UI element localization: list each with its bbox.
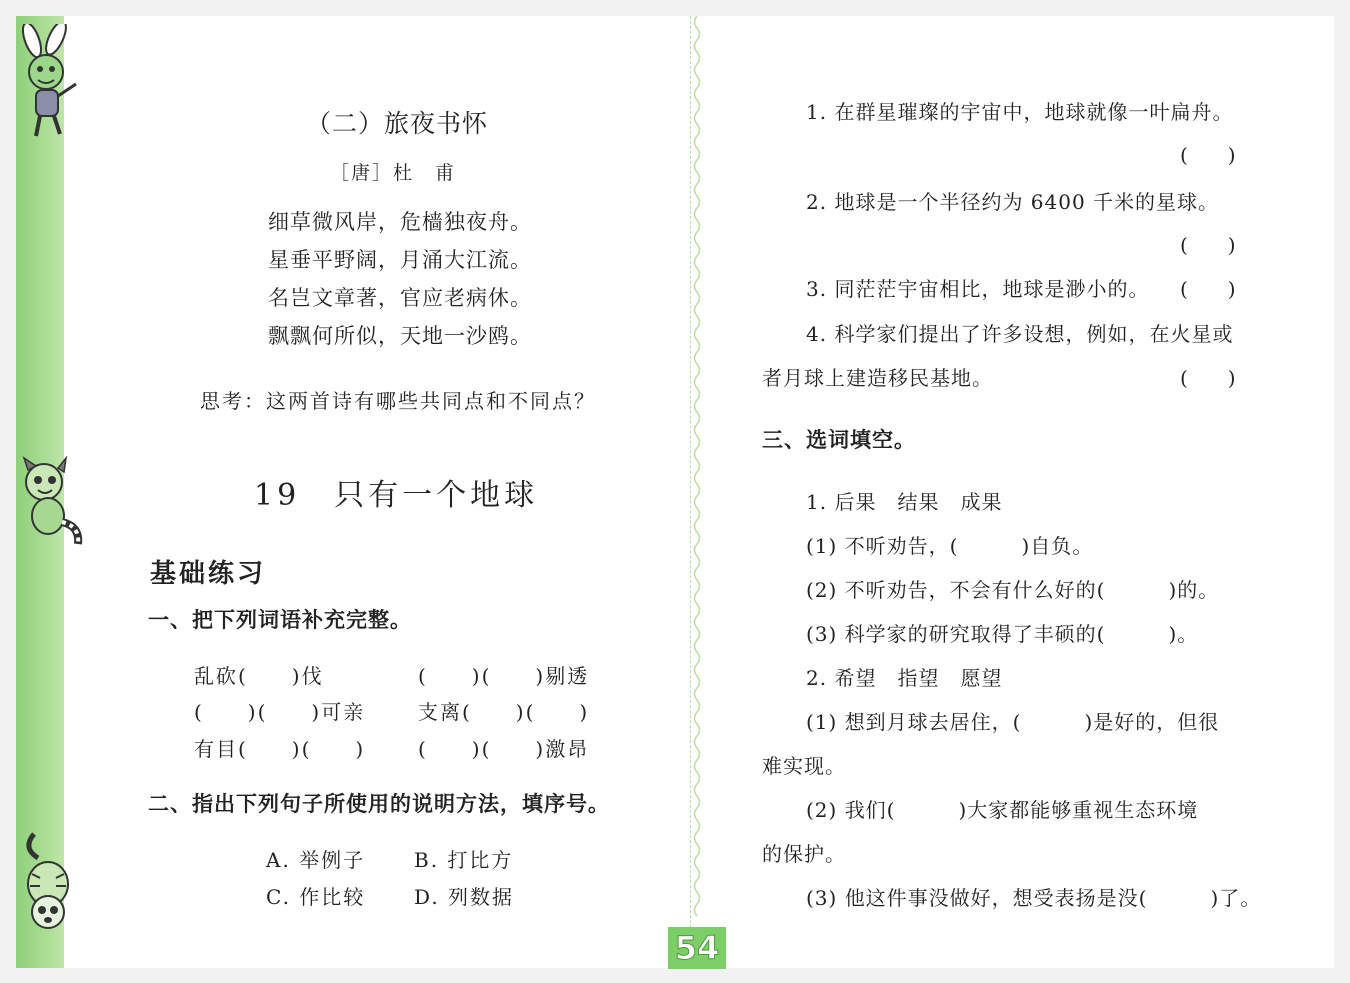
poem-author: ［唐］杜 甫 (330, 162, 457, 184)
fill-sentence: (3) 他这件事没做好，想受表扬是没( )了。 (806, 886, 1262, 910)
tiger-mascot-icon (14, 828, 82, 932)
statement-4-cont: 者月球上建造移民基地。 (762, 366, 993, 390)
book-page (16, 16, 1334, 968)
statement-4: 4. 科学家们提出了许多设想，例如，在火星或 (806, 322, 1234, 346)
poem-line: 飘飘何所似，天地一沙鸥。 (268, 324, 532, 348)
question-2-heading: 二、指出下列句子所使用的说明方法，填序号。 (148, 792, 610, 816)
answer-paren: ( ) (1180, 143, 1236, 167)
option-a: A. 举例子 (266, 848, 366, 872)
statement-1: 1. 在群星璀璨的宇宙中，地球就像一叶扁舟。 (806, 100, 1234, 124)
lesson-title: 19 只有一个地球 (254, 478, 539, 513)
fill-sentence: (2) 不听劝告，不会有什么好的( )的。 (806, 578, 1220, 602)
fill-sentence: (1) 想到月球去居住，( )是好的，但很 (806, 710, 1220, 734)
fill-blank-idiom: ( )( )可亲 (194, 700, 366, 724)
rabbit-mascot-icon (14, 24, 86, 142)
fill-blank-idiom: 有目( )( ) (194, 737, 366, 761)
page-fold-divider (690, 16, 703, 968)
fill-sentence: (3) 科学家的研究取得了丰硕的( )。 (806, 622, 1199, 646)
answer-paren: ( ) (1180, 366, 1236, 390)
statement-3: 3. 同茫茫宇宙相比，地球是渺小的。 (806, 277, 1150, 301)
word-group-2: 2. 希望 指望 愿望 (806, 666, 1003, 690)
fill-blank-idiom: ( )( )激昂 (418, 737, 590, 761)
option-d: D. 列数据 (414, 885, 515, 909)
poem-line: 星垂平野阔，月涌大江流。 (268, 248, 532, 272)
question-3-heading: 三、选词填空。 (762, 428, 916, 452)
answer-paren: ( ) (1180, 277, 1236, 301)
page-number: 54 (668, 927, 726, 969)
poem-line: 细草微风岸，危樯独夜舟。 (268, 210, 532, 234)
poem-line: 名岂文章著，官应老病休。 (268, 286, 532, 310)
think-question: 思考：这两首诗有哪些共同点和不同点？ (200, 389, 596, 413)
fill-sentence: (1) 不听劝告，( )自负。 (806, 534, 1094, 558)
fill-blank-idiom: 乱砍( )伐 (194, 664, 324, 688)
raccoon-mascot-icon (14, 456, 86, 548)
section-basic-practice: 基础练习 (150, 559, 267, 589)
fill-sentence: (2) 我们( )大家都能够重视生态环境 (806, 798, 1199, 822)
fill-sentence-cont: 难实现。 (762, 754, 846, 778)
option-b: B. 打比方 (414, 848, 514, 872)
statement-2: 2. 地球是一个半径约为 6400 千米的星球。 (806, 190, 1220, 214)
fill-blank-idiom: ( )( )剔透 (418, 664, 590, 688)
question-1-heading: 一、把下列词语补充完整。 (148, 608, 412, 632)
poem-title: （二）旅夜书怀 (306, 109, 489, 138)
word-group-1: 1. 后果 结果 成果 (806, 490, 1003, 514)
option-c: C. 作比较 (266, 885, 366, 909)
fill-sentence-cont: 的保护。 (762, 842, 846, 866)
fill-blank-idiom: 支离( )( ) (418, 700, 590, 724)
answer-paren: ( ) (1180, 233, 1236, 257)
